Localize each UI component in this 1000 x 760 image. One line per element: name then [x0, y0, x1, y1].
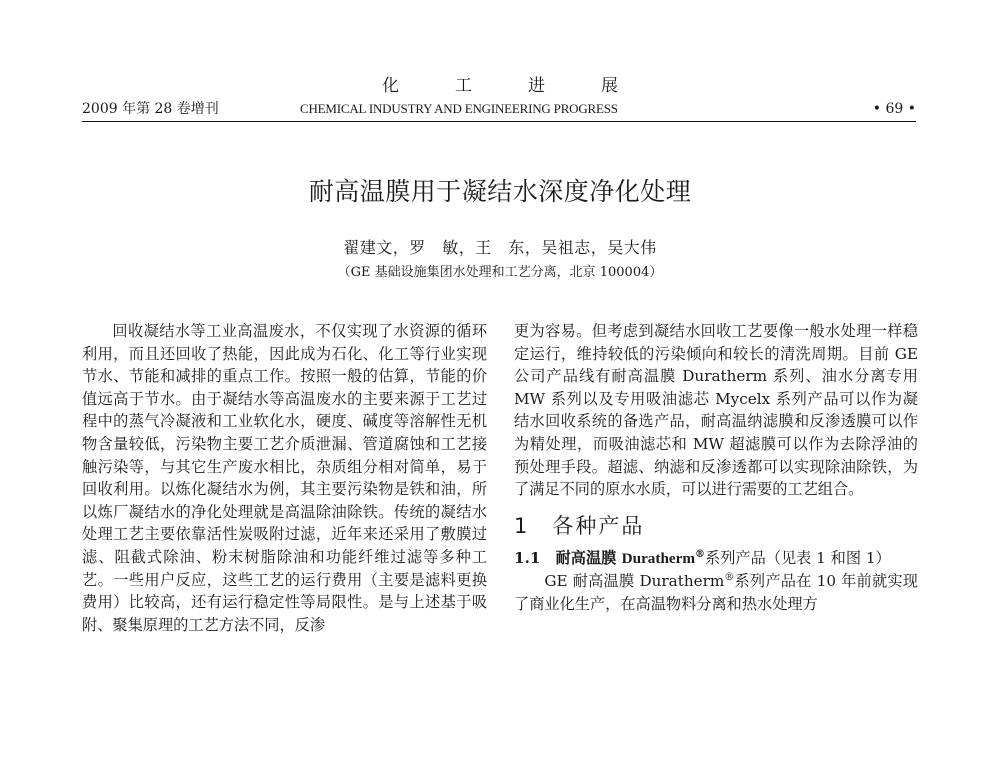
right-paragraph-2	[514, 570, 918, 615]
paragraph-2-start: GE 耐高温膜 Duratherm	[544, 572, 725, 591]
right-paragraph-1: 更为容易。但考虑到凝结水回收工艺要像一般水处理一样稳定运行，维持较低的污染倾向和较长的清洗周期。目前 GE 公司产品线有耐高温膜 Duratherm 系列、油水分离专用 MW 系列以及专用吸油滤芯 Mycelx 系列产品可以作为凝结水回收系统的备选产品，耐高温纳滤膜和反渗透膜可以作为精处理，而吸油滤芯和 MW 超滤膜可以作为去除浮油的预处理手段。超滤、纳滤和反渗透都可以实现除油除铁，为了满足不同的原水水质，可以进行需要的工艺组合。	[514, 322, 918, 499]
paragraph-2-rest: 系列产品在 10 年前就实现了商业化生产，在高温物料分离和热水处理方	[514, 572, 918, 613]
journal-title-char: 工	[455, 76, 472, 96]
journal-title-char: 化	[382, 76, 399, 96]
journal-english-name: CHEMICAL INDUSTRY AND ENGINEERING PROGRESS	[300, 101, 618, 116]
registered-mark: ®	[724, 572, 735, 584]
section-1-heading: 1 各种产品	[514, 513, 645, 538]
journal-title-char: 展	[601, 76, 618, 96]
right-column	[514, 320, 918, 760]
registered-mark: ®	[695, 548, 706, 560]
journal-issue: 2009 年第 28 卷增刊	[82, 101, 219, 117]
subsection-1-1-heading	[514, 547, 918, 571]
subsection-1-1-number: 1.1 耐高温膜	[514, 548, 622, 567]
article-authors: 翟建文，罗 敏，王 东，吴祖志，吴大伟	[343, 238, 657, 257]
header-rule	[82, 121, 916, 122]
subsection-1-1-brand: Duratherm	[621, 549, 696, 567]
left-paragraph-1: 回收凝结水等工业高温废水，不仅实现了水资源的循环利用，而且还回收了热能，因此成为石化、化工等行业实现节水、节能和减排的重点工作。按照一般的估算，节能的价值远高于节水。由于凝结水等高温废水的主要来源于工艺过程中的蒸气冷凝液和工业软化水，硬度、碱度等溶解性无机物含量较低，污染物主要工艺介质泄漏、管道腐蚀和工艺接触污染等，与其它生产废水相比，杂质组分相对简单，易于回收利用。以炼化凝结水为例，其主要污染物是铁和油，所以炼厂凝结水的净化处理就是高温除油除铁。传统的凝结水处理工艺主要依靠活性炭吸附过滤，近年来还采用了敷膜过滤、阻截式除油、粉末树脂除油和功能纤维过滤等多种工艺。一些用户反应，这些工艺的运行费用（主要是滤料更换费用）比较高，还有运行稳定性等局限性。是与上述基于吸附、聚集原理的工艺方法不同，反渗	[82, 322, 487, 634]
page-number: • 69 •	[872, 101, 916, 117]
article-affiliation: （GE 基础设施集团水处理和工艺分离，北京 100004）	[337, 265, 663, 280]
journal-title-char: 进	[528, 76, 545, 96]
subsection-1-1-rest: 系列产品（见表 1 和图 1）	[705, 548, 891, 567]
journal-title	[0, 76, 1000, 96]
left-column	[82, 320, 487, 760]
article-title: 耐高温膜用于凝结水深度净化处理	[308, 177, 692, 206]
